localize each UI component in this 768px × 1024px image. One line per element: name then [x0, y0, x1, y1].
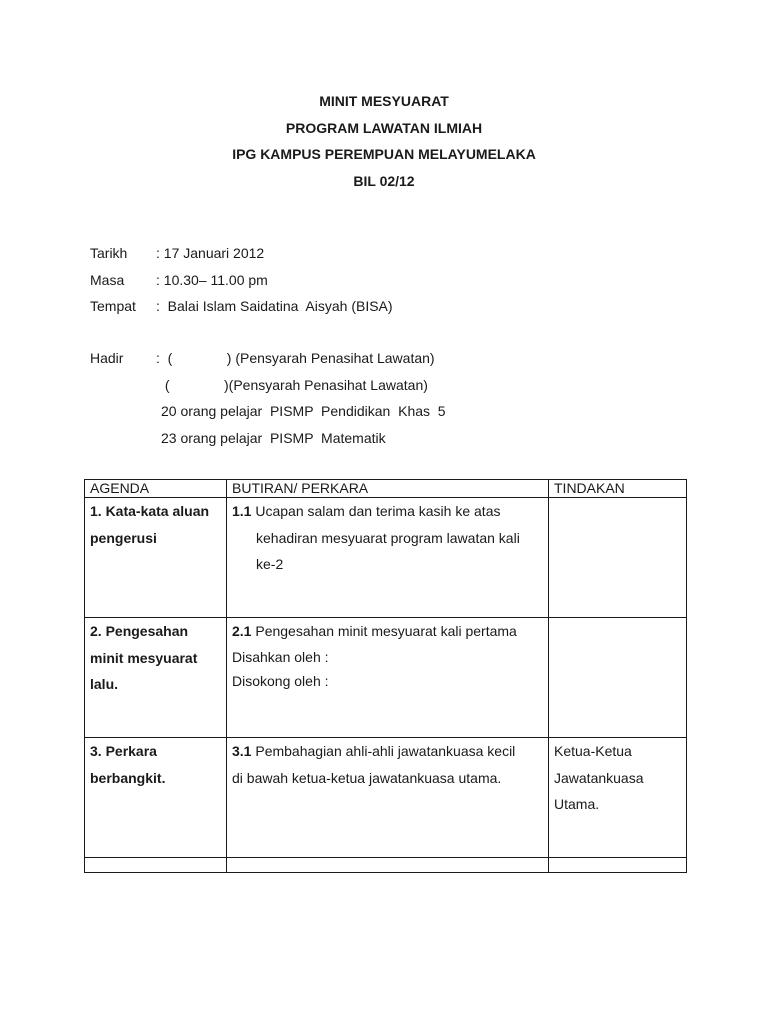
masa-row [90, 267, 393, 294]
tempat-value: : Balai Islam Saidatina Aisyah (BISA) [156, 298, 393, 314]
agenda-line: berbangkit. [90, 769, 166, 786]
tindakan-cell [549, 618, 687, 738]
tindakan-line: Ketua-Ketua [554, 743, 632, 759]
item-text: Disahkan oleh : [232, 648, 329, 665]
item-text: Pengesahan minit mesyuarat kali pertama [255, 623, 517, 639]
item-text: kehadiran mesyuarat program lawatan kali [256, 529, 520, 546]
tindakan-cell [549, 858, 687, 873]
butiran-cell [227, 738, 549, 858]
title-line-1: MINIT MESYUARAT [319, 93, 449, 109]
header-butiran: BUTIRAN/ PERKARA [227, 480, 549, 498]
agenda-line: minit mesyuarat [90, 649, 198, 666]
tindakan-line: Utama. [554, 796, 600, 812]
table-row [85, 858, 687, 873]
item-text: Pembahagian ahli-ahli jawatankuasa kecil [255, 743, 516, 759]
agenda-cell [85, 618, 227, 738]
agenda-line: 1. Kata-kata aluan [90, 503, 210, 519]
hadir-line-4: 23 orang pelajar PISMP Matematik [161, 429, 386, 446]
agenda-cell [85, 498, 227, 618]
item-text: di bawah ketua-ketua jawatankuasa utama. [232, 769, 502, 786]
agenda-line: pengerusi [90, 529, 157, 546]
agenda-cell [85, 858, 227, 873]
table-header-row [85, 480, 687, 498]
item-text: ke-2 [256, 556, 284, 572]
masa-value: : 10.30– 11.00 pm [156, 271, 268, 288]
tempat-label: Tempat [90, 298, 136, 314]
item-text: Ucapan salam dan terima kasih ke atas [255, 503, 501, 519]
hadir-label: Hadir [90, 350, 124, 366]
item-number: 3.1 [232, 743, 252, 759]
hadir-row [90, 345, 446, 372]
agenda-line: 3. Perkara [90, 743, 157, 759]
meeting-details [90, 240, 393, 320]
tarikh-row [90, 240, 393, 267]
butiran-cell [227, 498, 549, 618]
table-row [85, 498, 687, 618]
title-line-4: BIL 02/12 [353, 172, 415, 189]
document-title [0, 88, 768, 194]
tarikh-value: : 17 Januari 2012 [156, 245, 265, 261]
tempat-row [90, 293, 393, 320]
hadir-line-3: 20 orang pelajar PISMP Pendidikan Khas 5 [161, 403, 446, 419]
agenda-line: lalu. [90, 676, 119, 692]
masa-label: Masa [90, 271, 125, 288]
title-line-2: PROGRAM LAWATAN ILMIAH [285, 119, 483, 136]
item-number: 2.1 [232, 623, 252, 639]
tindakan-cell [549, 738, 687, 858]
header-tindakan: TINDAKAN [549, 480, 687, 498]
agenda-cell [85, 738, 227, 858]
agenda-line: 2. Pengesahan [90, 623, 189, 639]
header-agenda: AGENDA [85, 480, 227, 498]
butiran-cell [227, 618, 549, 738]
title-line-3: IPG KAMPUS PEREMPUAN MELAYUMELAKA [232, 146, 536, 162]
table-row [85, 618, 687, 738]
table-row [85, 738, 687, 858]
item-number: 1.1 [232, 503, 252, 519]
hadir-line-1: : ( ) (Pensyarah Penasihat Lawatan) [156, 350, 435, 366]
attendance-section [90, 345, 446, 451]
tindakan-cell [549, 498, 687, 618]
tarikh-label: Tarikh [90, 245, 128, 261]
item-text: Disokong oleh : [232, 672, 329, 689]
minutes-table [84, 479, 687, 873]
butiran-cell [227, 858, 549, 873]
hadir-line-2: ( )(Pensyarah Penasihat Lawatan) [161, 376, 428, 393]
tindakan-line: Jawatankuasa [554, 769, 644, 786]
